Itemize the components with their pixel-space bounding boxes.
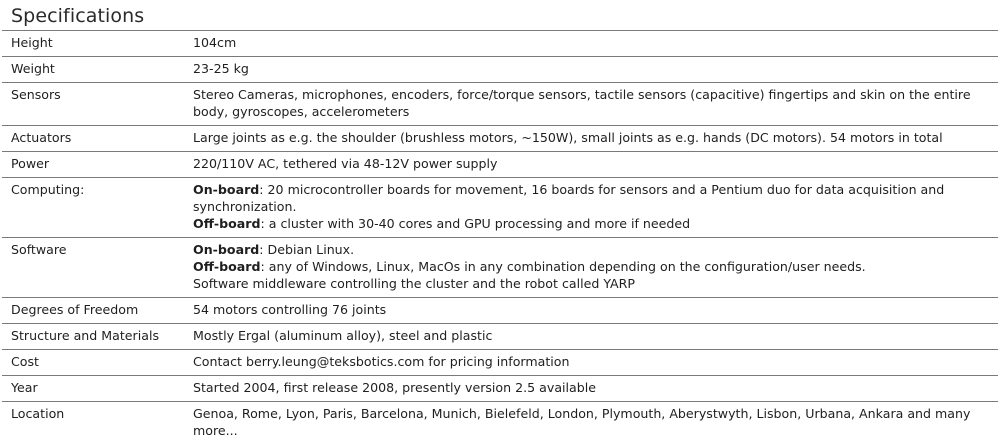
row-label: Power <box>2 152 184 178</box>
table-row <box>2 126 998 152</box>
row-value: Large joints as e.g. the shoulder (brushless motors, ~150W), small joints as e.g. hands (DC motors). 54 motors in total <box>184 126 998 152</box>
specifications-table <box>2 30 998 444</box>
value-line-bold: Off-board <box>193 259 261 274</box>
value-line <box>193 275 990 292</box>
table-row <box>2 350 998 376</box>
table-row <box>2 376 998 402</box>
table-row <box>2 178 998 238</box>
row-value: 220/110V AC, tethered via 48-12V power supply <box>184 152 998 178</box>
table-row <box>2 402 998 444</box>
value-line <box>193 241 990 258</box>
row-value <box>184 238 998 298</box>
value-line-text: : any of Windows, Linux, MacOs in any combination depending on the configuration/user needs. <box>261 259 866 274</box>
page-title: Specifications <box>0 4 1000 30</box>
table-row <box>2 298 998 324</box>
table-row <box>2 324 998 350</box>
row-value: 54 motors controlling 76 joints <box>184 298 998 324</box>
row-label: Actuators <box>2 126 184 152</box>
value-line <box>193 181 990 215</box>
value-line-text: Software middleware controlling the cluster and the robot called YARP <box>193 276 635 291</box>
row-value <box>184 178 998 238</box>
value-line-text: : a cluster with 30-40 cores and GPU processing and more if needed <box>261 216 691 231</box>
value-line-bold: On-board <box>193 242 259 257</box>
row-value: Contact berry.leung@teksbotics.com for pricing information <box>184 350 998 376</box>
row-value: Stereo Cameras, microphones, encoders, force/torque sensors, tactile sensors (capacitive) fingertips and skin on the entire body, gyroscopes, accelerometers <box>184 83 998 126</box>
row-label: Height <box>2 31 184 57</box>
row-label: Sensors <box>2 83 184 126</box>
value-line <box>193 215 990 232</box>
row-value: 104cm <box>184 31 998 57</box>
value-line-bold: On-board <box>193 182 259 197</box>
row-label: Software <box>2 238 184 298</box>
table-row <box>2 152 998 178</box>
table-row <box>2 83 998 126</box>
value-line-text: : 20 microcontroller boards for movement, 16 boards for sensors and a Pentium duo for data acquisition and synchronization. <box>193 182 944 214</box>
row-value: Started 2004, first release 2008, presently version 2.5 available <box>184 376 998 402</box>
row-label: Structure and Materials <box>2 324 184 350</box>
row-label: Year <box>2 376 184 402</box>
row-value: Genoa, Rome, Lyon, Paris, Barcelona, Munich, Bielefeld, London, Plymouth, Aberystwyth, Lisbon, Urbana, Ankara and many more... <box>184 402 998 444</box>
value-line-text: : Debian Linux. <box>259 242 354 257</box>
value-line <box>193 258 990 275</box>
table-row <box>2 57 998 83</box>
row-value: 23-25 kg <box>184 57 998 83</box>
row-label: Weight <box>2 57 184 83</box>
value-line-bold: Off-board <box>193 216 261 231</box>
row-value: Mostly Ergal (aluminum alloy), steel and plastic <box>184 324 998 350</box>
row-label: Cost <box>2 350 184 376</box>
row-label: Computing: <box>2 178 184 238</box>
table-row <box>2 238 998 298</box>
row-label: Location <box>2 402 184 444</box>
table-row <box>2 31 998 57</box>
row-label: Degrees of Freedom <box>2 298 184 324</box>
